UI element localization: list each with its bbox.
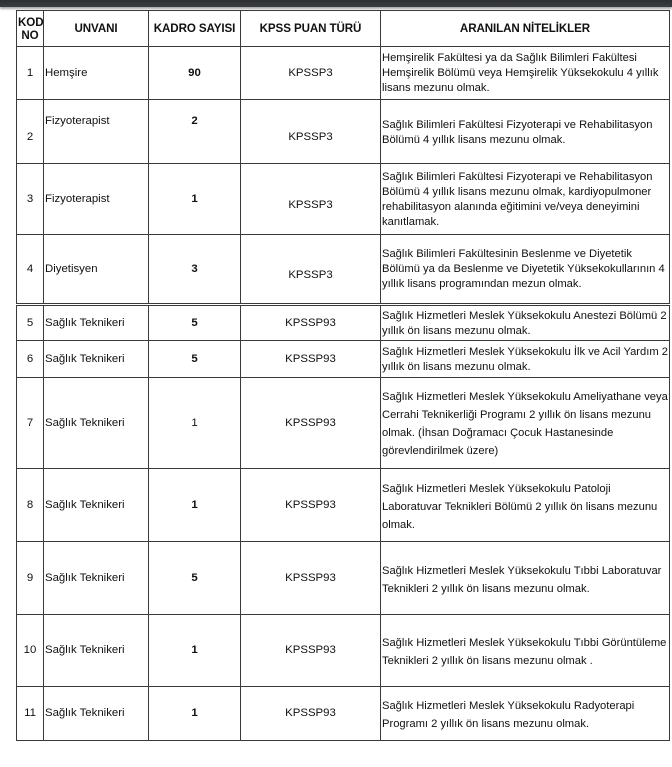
row-count: 1	[149, 687, 241, 741]
row-title: Fizyoterapist	[44, 164, 149, 235]
row-count: 5	[149, 341, 241, 378]
row-kpss: KPSSP93	[241, 615, 381, 687]
table-header-row	[17, 11, 670, 47]
row-qualification: Sağlık Hizmetleri Meslek Yüksekokulu İlk ve Acil Yardım 2 yıllık ön lisans mezunu olmak.	[381, 341, 670, 378]
row-title: Sağlık Teknikeri	[44, 542, 149, 615]
header-kod-line2: NO	[21, 28, 39, 42]
table-row	[17, 164, 670, 235]
table-row	[17, 235, 670, 305]
row-title: Hemşire	[44, 47, 149, 100]
row-qualification: Sağlık Bilimleri Fakültesinin Beslenme ve Diyetetik Bölümü ya da Beslenme ve Diyetetik Yüksekokullarının 4 yıllık lisans programından mezun olmak.	[381, 235, 670, 305]
row-title: Sağlık Teknikeri	[44, 615, 149, 687]
row-kpss: KPSSP3	[241, 164, 381, 235]
row-no: 10	[17, 615, 44, 687]
row-no: 9	[17, 542, 44, 615]
row-no: 6	[17, 341, 44, 378]
header-kod-line1: KOD	[18, 15, 44, 29]
row-kpss: KPSSP93	[241, 305, 381, 341]
row-qualification: Hemşirelik Fakültesi ya da Sağlık Bilimleri Fakültesi Hemşirelik Bölümü veya Hemşirelik Yüksekokulu 4 yıllık lisans mezunu olmak.	[381, 47, 670, 100]
row-no: 11	[17, 687, 44, 741]
header-kod-no	[17, 11, 44, 47]
table-row	[17, 341, 670, 378]
table-row	[17, 615, 670, 687]
row-no: 3	[17, 164, 44, 235]
table-row	[17, 378, 670, 469]
row-kpss: KPSSP93	[241, 469, 381, 542]
row-no: 5	[17, 305, 44, 341]
row-qualification: Sağlık Hizmetleri Meslek Yüksekokulu Ameliyathane veya Cerrahi Teknikerliği Programı 2 yıllık ön lisans mezunu olmak. (İhsan Doğramacı Çocuk Hastanesinde görevlendirilmek üzere)	[381, 378, 670, 469]
row-title: Diyetisyen	[44, 235, 149, 305]
row-no: 8	[17, 469, 44, 542]
row-qualification: Sağlık Bilimleri Fakültesi Fizyoterapi ve Rehabilitasyon Bölümü 4 yıllık lisans mezunu olmak.	[381, 100, 670, 164]
row-kpss: KPSSP3	[241, 100, 381, 164]
row-count: 1	[149, 615, 241, 687]
row-kpss: KPSSP93	[241, 687, 381, 741]
table-row	[17, 100, 670, 164]
row-no: 2	[17, 100, 44, 164]
header-kpss-puan-turu: KPSS PUAN TÜRÜ	[241, 11, 381, 47]
row-title: Sağlık Teknikeri	[44, 378, 149, 469]
row-title: Fizyoterapist	[44, 100, 149, 164]
row-kpss: KPSSP3	[241, 47, 381, 100]
row-qualification: Sağlık Hizmetleri Meslek Yüksekokulu Anestezi Bölümü 2 yıllık ön lisans mezunu olmak.	[381, 305, 670, 341]
row-count: 1	[149, 164, 241, 235]
row-kpss: KPSSP93	[241, 341, 381, 378]
table-row	[17, 47, 670, 100]
header-kadro-sayisi: KADRO SAYISI	[149, 11, 241, 47]
row-qualification: Sağlık Hizmetleri Meslek Yüksekokulu Patoloji Laboratuvar Teknikleri Bölümü 2 yıllık ön lisans mezunu olmak.	[381, 469, 670, 542]
row-kpss: KPSSP93	[241, 542, 381, 615]
row-title: Sağlık Teknikeri	[44, 469, 149, 542]
row-qualification: Sağlık Hizmetleri Meslek Yüksekokulu Radyoterapi Programı 2 yıllık ön lisans mezunu olmak.	[381, 687, 670, 741]
header-unvani: UNVANI	[44, 11, 149, 47]
row-count: 3	[149, 235, 241, 305]
row-title: Sağlık Teknikeri	[44, 687, 149, 741]
row-kpss: KPSSP93	[241, 378, 381, 469]
row-qualification: Sağlık Hizmetleri Meslek Yüksekokulu Tıbbi Laboratuvar Teknikleri 2 yıllık ön lisans mezunu olmak.	[381, 542, 670, 615]
row-qualification: Sağlık Bilimleri Fakültesi Fizyoterapi ve Rehabilitasyon Bölümü 4 yıllık lisans mezunu olmak, kardiyopulmoner rehabilitasyon alanında eğitimini ve/veya deneyimini kanıtlamak.	[381, 164, 670, 235]
viewer-top-bar	[0, 0, 672, 7]
row-kpss: KPSSP3	[241, 235, 381, 305]
row-count: 2	[149, 100, 241, 164]
table-row	[17, 542, 670, 615]
row-count: 5	[149, 542, 241, 615]
row-no: 4	[17, 235, 44, 305]
table-row	[17, 305, 670, 341]
row-count: 1	[149, 378, 241, 469]
header-aranilan-nitelikler: ARANILAN NİTELİKLER	[381, 11, 670, 47]
row-no: 7	[17, 378, 44, 469]
table-row	[17, 687, 670, 741]
staff-positions-table	[16, 10, 670, 741]
row-title: Sağlık Teknikeri	[44, 341, 149, 378]
row-count: 1	[149, 469, 241, 542]
row-no: 1	[17, 47, 44, 100]
table-row	[17, 469, 670, 542]
row-count: 5	[149, 305, 241, 341]
row-qualification: Sağlık Hizmetleri Meslek Yüksekokulu Tıbbi Görüntüleme Teknikleri 2 yıllık ön lisans mezunu olmak .	[381, 615, 670, 687]
row-count: 90	[149, 47, 241, 100]
row-title: Sağlık Teknikeri	[44, 305, 149, 341]
